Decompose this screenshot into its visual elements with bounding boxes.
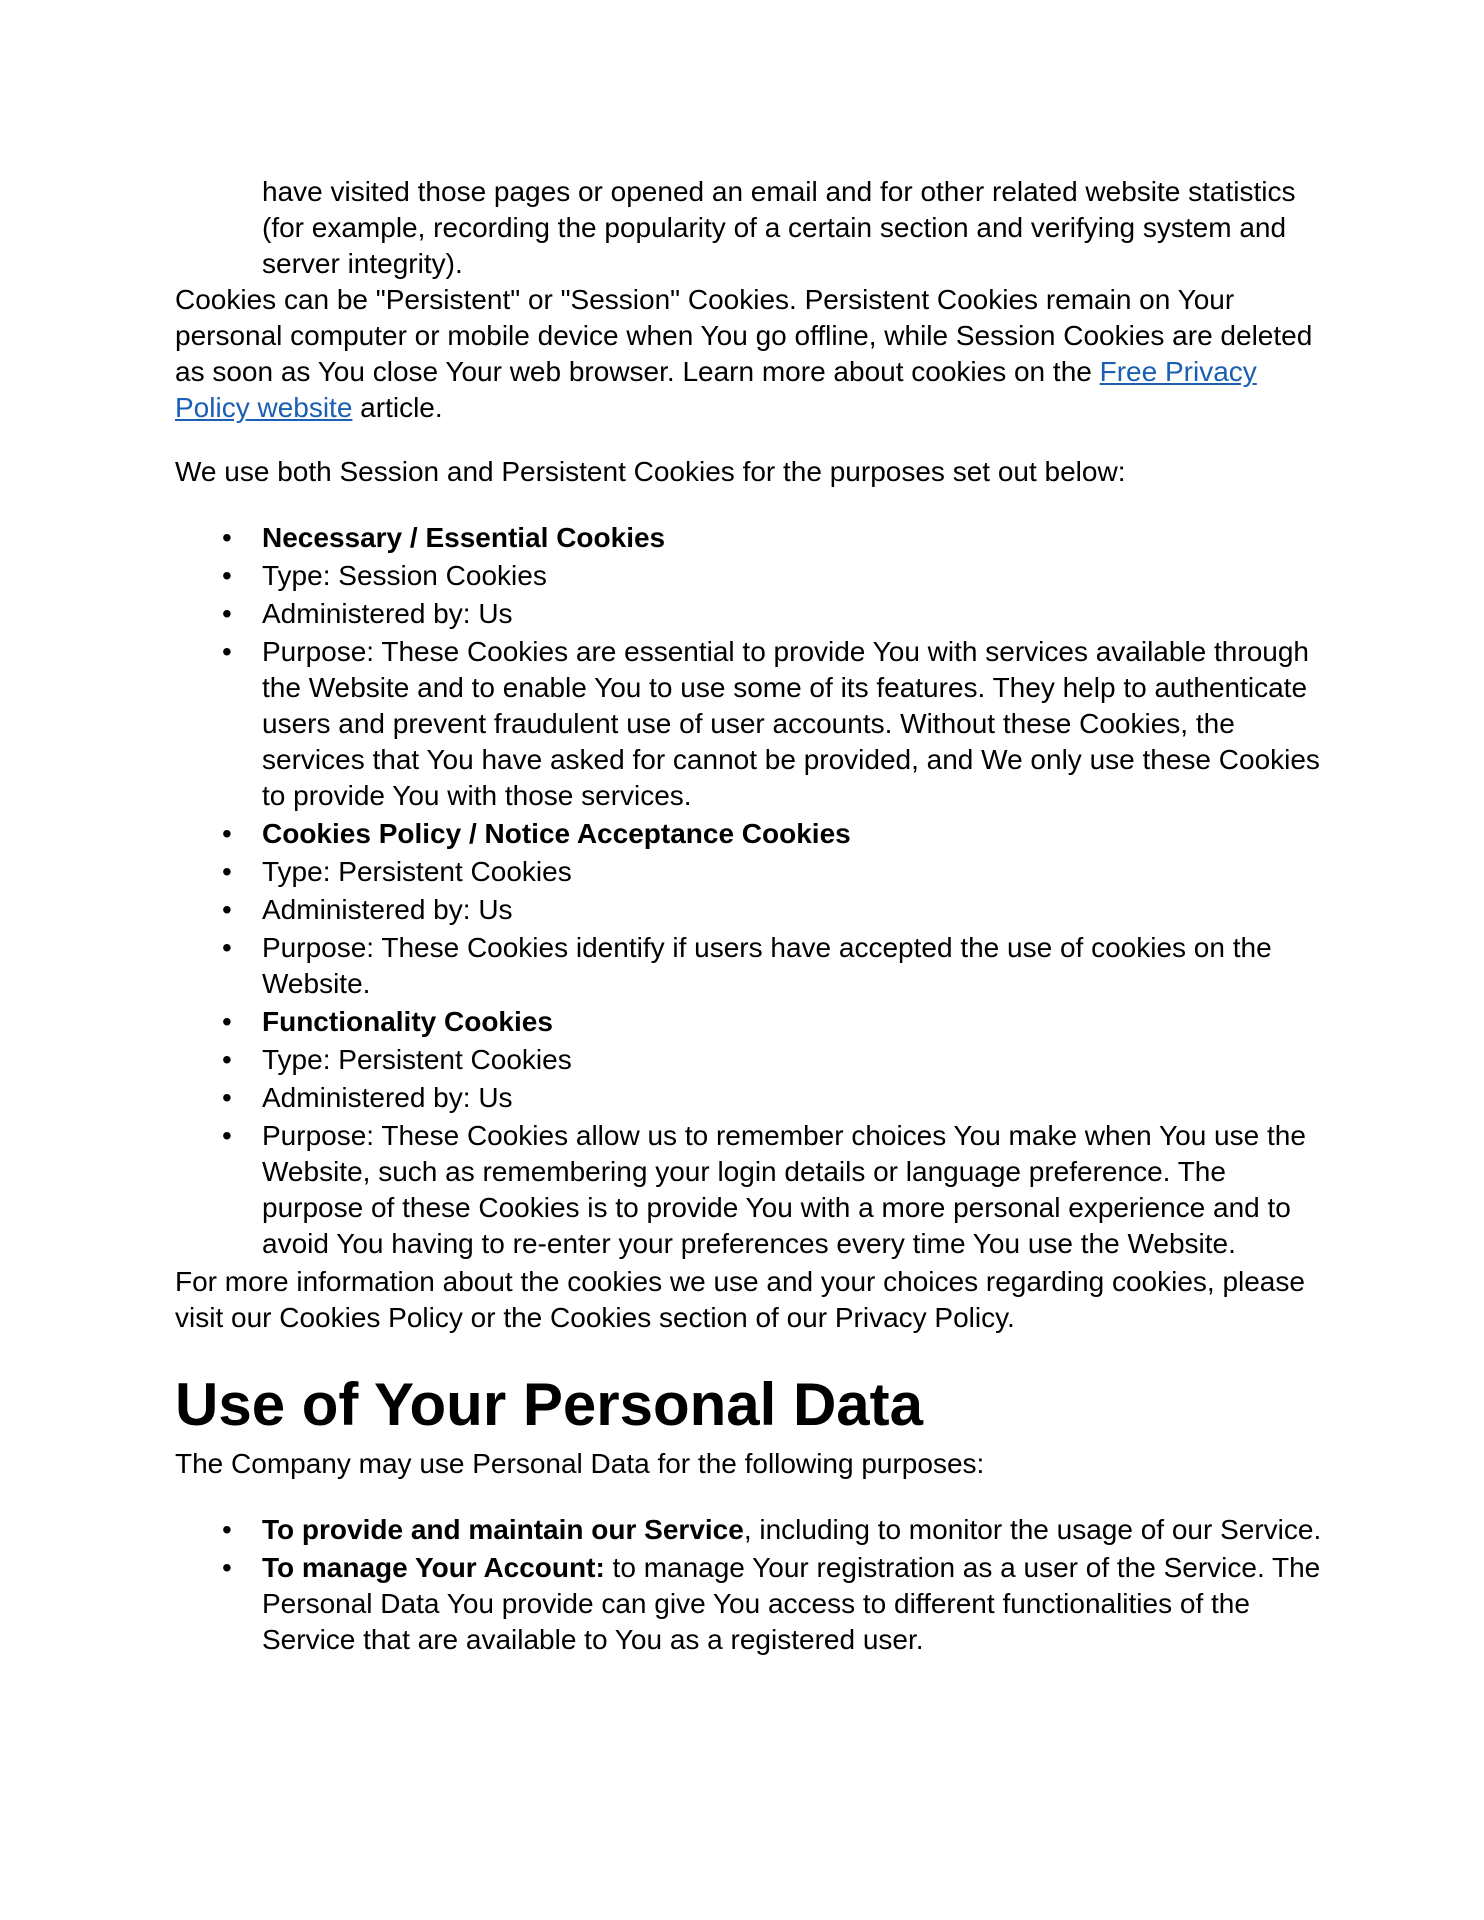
- list-item: [175, 854, 1325, 890]
- cookie-category-title: Functionality Cookies: [262, 1006, 553, 1037]
- list-item-text: Administered by: Us: [262, 894, 513, 925]
- cookie-list: [175, 520, 1325, 1262]
- list-item: [175, 892, 1325, 928]
- bullet-icon: •: [222, 1120, 232, 1151]
- bullet-icon: •: [222, 560, 232, 591]
- list-item-text: Purpose: These Cookies allow us to remember choices You make when You use the Website, such as remembering your login details or language preference. The purpose of these Cookies is to provide You with a more personal experience and to avoid You having to re-enter your preferences every time You use the Website.: [262, 1120, 1306, 1259]
- cookies-types-text-end: article.: [352, 392, 443, 423]
- list-item: [175, 1042, 1325, 1078]
- list-item: [175, 1512, 1325, 1548]
- list-item-text: Type: Persistent Cookies: [262, 856, 572, 887]
- cookies-types-paragraph: [175, 282, 1325, 426]
- continued-text: have visited those pages or opened an email and for other related website statistics (for example, recording the popularity of a certain section and verifying system and server integrity).: [262, 176, 1296, 279]
- purpose-title: To manage Your Account:: [262, 1552, 605, 1583]
- list-item-text: Administered by: Us: [262, 1082, 513, 1113]
- purpose-title: To provide and maintain our Service: [262, 1514, 744, 1545]
- list-item-text: Purpose: These Cookies identify if users have accepted the use of cookies on the Website.: [262, 932, 1272, 999]
- cookies-types-text: Cookies can be "Persistent" or "Session" Cookies. Persistent Cookies remain on Your personal computer or mobile device when You go offline, while Session Cookies are deleted as soon as You close Your web browser. Learn more about cookies on the: [175, 284, 1313, 387]
- page-content: [175, 174, 1325, 1660]
- bullet-icon: •: [222, 522, 232, 553]
- list-item: [175, 1550, 1325, 1658]
- bullet-icon: •: [222, 932, 232, 963]
- bullet-icon: •: [222, 1044, 232, 1075]
- section-intro: The Company may use Personal Data for the following purposes:: [175, 1448, 985, 1479]
- purpose-list: [175, 1512, 1325, 1658]
- use-both-paragraph: We use both Session and Persistent Cookies for the purposes set out below:: [175, 456, 1126, 487]
- list-item: [175, 930, 1325, 1002]
- list-item: [175, 816, 1325, 852]
- bullet-icon: •: [222, 598, 232, 629]
- bullet-icon: •: [222, 636, 232, 667]
- bullet-icon: •: [222, 894, 232, 925]
- bullet-icon: •: [222, 1514, 232, 1545]
- bullet-icon: •: [222, 1552, 232, 1583]
- purpose-description: to manage Your registration as a user of the Service. The Personal Data You provide can give You access to different functionalities of the Service that are available to You as a registered user.: [262, 1552, 1321, 1655]
- section-heading: Use of Your Personal Data: [175, 1371, 924, 1438]
- purpose-description: , including to monitor the usage of our Service.: [743, 1514, 1322, 1545]
- bullet-icon: •: [222, 856, 232, 887]
- more-info-paragraph: For more information about the cookies we use and your choices regarding cookies, please visit our Cookies Policy or the Cookies section of our Privacy Policy.: [175, 1266, 1305, 1333]
- list-item: [175, 596, 1325, 632]
- list-item: [175, 520, 1325, 556]
- cookie-category-title: Necessary / Essential Cookies: [262, 522, 666, 553]
- list-item-text: Type: Session Cookies: [262, 560, 547, 591]
- list-item: [175, 634, 1325, 814]
- list-item: [175, 1118, 1325, 1262]
- bullet-icon: •: [222, 1082, 232, 1113]
- bullet-icon: •: [222, 818, 232, 849]
- list-item: [175, 558, 1325, 594]
- list-item: [175, 1004, 1325, 1040]
- list-item: [175, 1080, 1325, 1116]
- bullet-icon: •: [222, 1006, 232, 1037]
- list-item-text: Purpose: These Cookies are essential to provide You with services available through the Website and to enable You to use some of its features. They help to authenticate users and prevent fraudulent use of user accounts. Without these Cookies, the services that You have asked for cannot be provided, and We only use these Cookies to provide You with those services.: [262, 636, 1320, 811]
- list-item-text: Administered by: Us: [262, 598, 513, 629]
- list-item-text: Type: Persistent Cookies: [262, 1044, 572, 1075]
- cookie-category-title: Cookies Policy / Notice Acceptance Cookies: [262, 818, 851, 849]
- free-privacy-policy-link[interactable]: Free Privacy Policy website: [175, 356, 1257, 423]
